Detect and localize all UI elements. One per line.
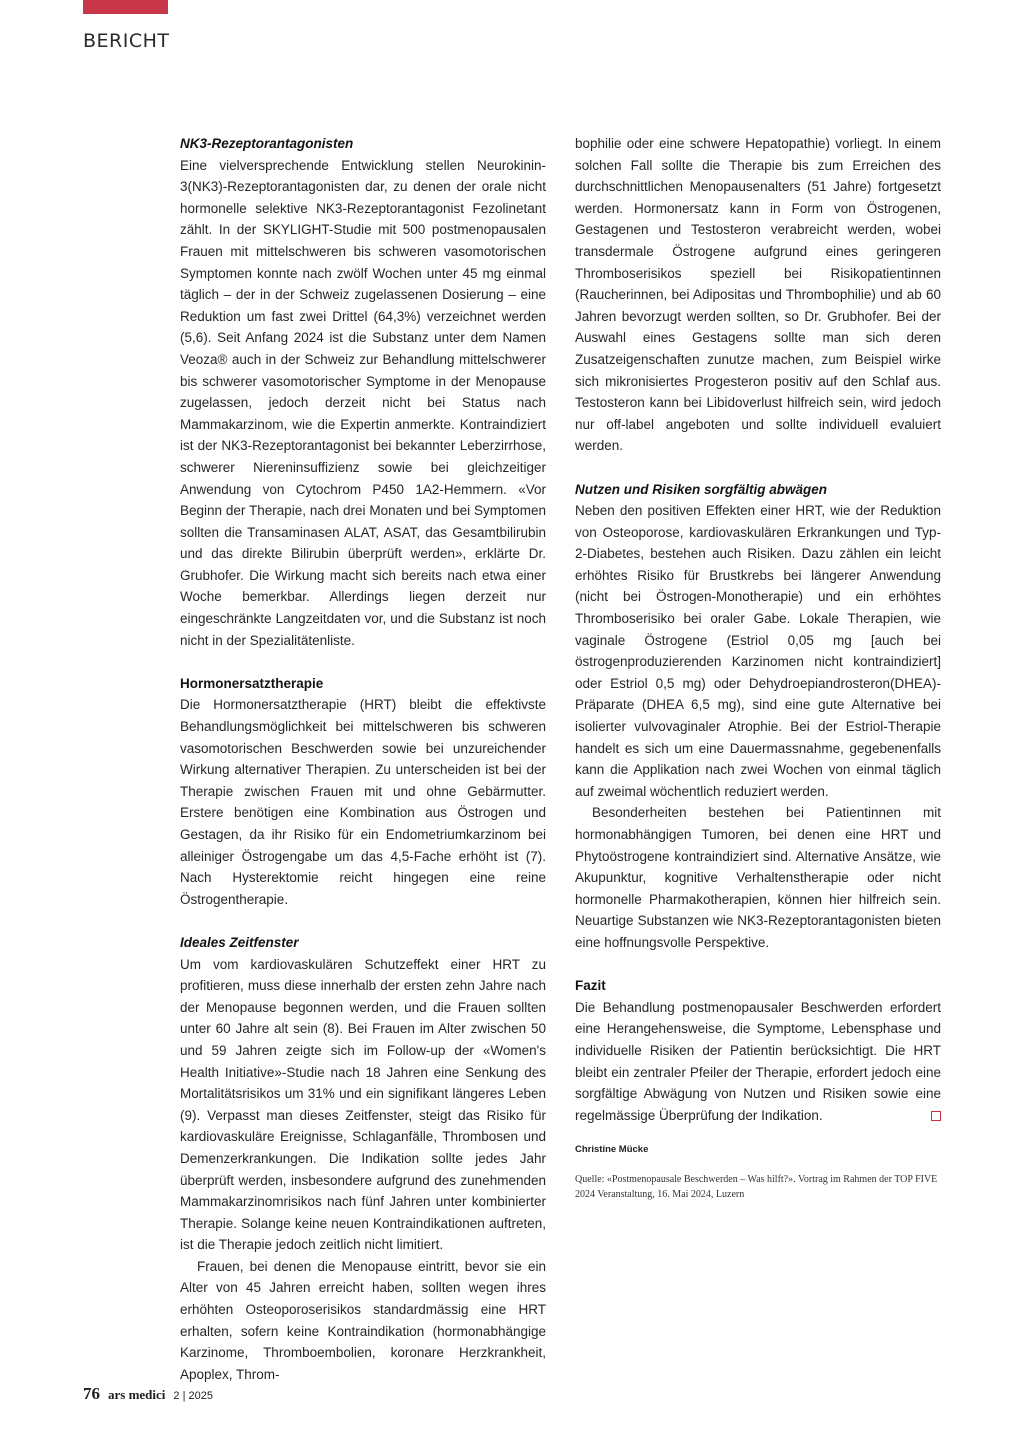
page-footer [83,1384,213,1404]
left-column [180,133,546,1385]
paragraph-nk3: Eine vielversprechende Entwicklung stellen Neurokinin-3(NK3)-Rezeptorantagonisten dar, zu denen der orale nicht hormonelle selektive NK3-Rezeptorantagonist Fezolinetant zählt. In der SKYLIGHT-Studie mit 500 postmenopausalen Frauen mit mittelschweren bis schweren vasomotorischen Symptomen konnte nach zwölf Wochen unter 45 mg einmal täglich – der in der Schweiz zugelassenen Dosierung – eine Reduktion um fast zwei Drittel (64,3%) verzeichnet werden (5,6). Seit Anfang 2024 ist die Substanz unter dem Namen Veoza® auch in der Schweiz zur Behandlung mittelschwerer bis schwerer vasomotorischer Symptome in der Menopause zugelassen, jedoch derzeit nicht bei Status nach Mammakarzinom, wie die Expertin anmerkte. Kontraindiziert ist der NK3-Rezeptorantagonist bei bekannter Leberzirrhose, schwerer Niereninsuffizienz sowie bei gleichzeitiger Anwendung von Cytochrom P450 1A2-Hemmern. «Vor Beginn der Therapie, nach drei Monaten und bei Symptomen sollten die Transaminasen ALAT, ASAT, das Gesamtbilirubin und das direkte Bilirubin überprüft werden», erklärte Dr. Grubhofer. Die Wirkung macht sich bereits nach etwa einer Woche bemerkbar. Allerdings liegen derzeit nur eingeschränkte Langzeitdaten vor, und die Substanz ist noch nicht in der Spezialitätenliste. [180,157,546,648]
heading-fazit: Fazit [575,978,606,994]
right-column [575,133,941,1202]
paragraph-fazit [575,997,941,1127]
fazit-text: Die Behandlung postmenopausaler Beschwerden erfordert eine Herangehensweise, die Symptome, Lebensphase und individuelle Risiken der Patientin berücksichtigt. Die HRT bleibt ein zentraler Pfeiler der Therapie, erfordert jedoch eine sorgfältige Abwägung von Nutzen und Risiken sowie eine regelmässige Überprüfung der Indikation. [575,999,941,1123]
paragraph-window-2: Frauen, bei denen die Menopause eintritt, bevor sie ein Alter von 45 Jahren erreicht haben, sollten wegen ihres erhöhten Osteoporoserisikos standardmässig eine HRT erhalten, sofern keine Kontraindikation (hormonabhängige Karzinome, Thromboembolien, koronare Herzkrankheit, Apoplex, Throm- [180,1258,546,1382]
heading-window: Ideales Zeitfenster [180,934,299,950]
section-label: BERICHT [83,30,170,52]
author-name: Christine Mücke [575,1144,649,1156]
issue-info: 2 | 2025 [173,1390,213,1402]
heading-nk3: NK3-Rezeptorantagonisten [180,136,354,151]
heading-hrt: Hormonersatztherapie [180,675,324,691]
heading-risks: Nutzen und Risiken sorgfältig abwägen [575,481,828,497]
paragraph-risks-2: Besonderheiten bestehen bei Patientinnen mit hormonabhängigen Tumoren, bei denen eine HRT und Phytoöstrogene kontraindiziert sind. Alternative Ansätze, wie Akupunktur, kognitive Verhaltenstherapie oder nicht hormonelle Pharmakotherapien, können hier hilfreich sein. Neuartige Substanzen wie NK3-Rezeptorantagonisten bieten eine hoffnungsvolle Perspektive. [575,805,941,950]
journal-name: ars medici [108,1387,166,1402]
paragraph-window-1: Um vom kardiovaskulären Schutzeffekt einer HRT zu profitieren, muss diese innerhalb der ersten zehn Jahre nach der Menopause begonnen werden, und die Frauen sollten unter 60 Jahre alt sein (8). Bei Frauen im Alter zwischen 50 und 59 Jahren zeigte sich im Follow-up der «Women's Health Initiative»-Studie nach 18 Jahren eine Senkung des Mortalitätsrisikos um 31% und ein signifikant längeres Leben (9). Verpasst man dieses Zeitfenster, steigt das Risiko für kardiovaskuläre Ereignisse, Schlaganfälle, Thrombosen und Demenzerkrankungen. Die Indikation sollte jedes Jahr überprüft werden, insbesondere aufgrund des zunehmenden Mammakarzinomrisikos nach fünf Jahren unter kombinierter Therapie. Solange keine neuen Kontraindikationen auftreten, ist die Therapie jedoch zeitlich nicht limitiert. [180,956,546,1253]
paragraph-hrt: Die Hormonersatztherapie (HRT) bleibt die effektivste Behandlungsmöglichkeit bei mittelschweren bis schweren vasomotorischen Beschwerden sowie bei unzureichender Wirkung alternativer Therapien. Zu unterscheiden ist bei der Therapie zwischen Frauen mit und ohne Gebärmutter. Erstere benötigen eine Kombination aus Östrogen und Gestagen, da ihr Risiko für ein Endometriumkarzinom bei alleiniger Östrogengabe um das 4,5-Fache erhöht ist (7). Nach Hysterektomie reicht hingegen eine reine Östrogentherapie. [180,697,546,907]
page-number: 76 [83,1384,100,1403]
paragraph-risks-1: Neben den positiven Effekten einer HRT, wie der Reduktion von Osteoporose, kardiovaskulären Erkrankungen und Typ-2-Diabetes, bestehen auch Risiken. Dazu zählen ein leicht erhöhtes Risiko für Brustkrebs bei längerer Anwendung (nicht bei Östrogen-Monotherapie) und ein erhöhtes Thromboserisiko bei oraler Gabe. Lokale Therapien, wie vaginale Östrogene (Estriol 0,05 mg [auch bei östrogenproduzierenden Karzinomen nicht kontraindiziert] oder Estriol 0,5 mg) oder Dehydroepiandrosteron(DHEA)-Präparate (DHEA 6,5 mg), sind eine gute Alternative bei isolierter vulvovaginaler Atrophie. Bei der Estriol-Therapie handelt es sich um eine Dauermassnahme, gegebenenfalls kann die Applikation nach zwei Wochen von einmal täglich auf zweimal wöchentlich reduziert werden. [575,503,941,799]
source-note: Quelle: «Postmenopausale Beschwerden – Was hilft?». Vortrag im Rahmen der TOP FIVE 2024 Veranstaltung, 16. Mai 2024, Luzern [575,1174,938,1200]
end-of-article-icon [931,1111,941,1121]
paragraph-continuation: bophilie oder eine schwere Hepatopathie) vorliegt. In einem solchen Fall sollte die Therapie bis zum Erreichen des durchschnittlichen Menopausenalters (51 Jahre) fortgesetzt werden. Hormonersatz kann in Form von Östrogenen, Gestagenen und Testosteron verabreicht werden, wobei transdermale Östrogene aufgrund eines geringeren Thromboserisikos speziell bei Risikopatientinnen (Raucherinnen, bei Adipositas und Thrombophilie) und ab 60 Jahren bevorzugt werden sollten, so Dr. Grubhofer. Bei der Auswahl eines Gestagens sollte man sich deren Zusatzeigenschaften zunutze machen, zum Beispiel wirke sich mikronisiertes Progesteron positiv auf den Schlaf aus. Testosteron kann bei Libidoverlust hilfreich sein, wird jedoch nur off-label angeboten und sollte individuell evaluiert werden. [575,136,941,454]
accent-bar [83,0,168,14]
